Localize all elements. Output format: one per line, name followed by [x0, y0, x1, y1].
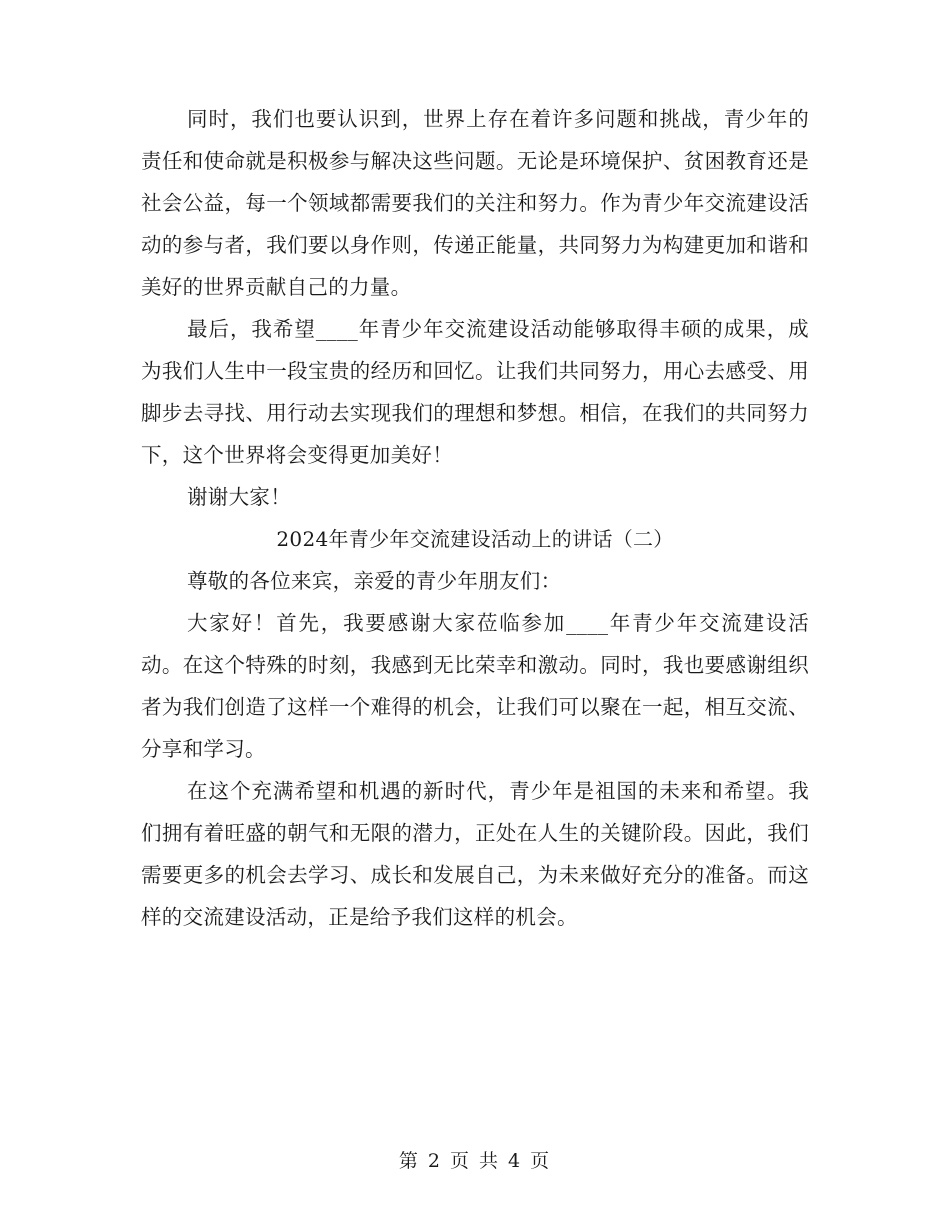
paragraph-thanks: 谢谢大家！	[187, 485, 291, 509]
paragraph-salutation: 尊敬的各位来宾，亲爱的青少年朋友们：	[187, 569, 562, 593]
paragraph-new-era: 在这个充满希望和机遇的新时代，青少年是祖国的未来和希望。我们拥有着旺盛的朝气和无限的潜力，正处在人生的关键阶段。因此，我们需要更多的机会去学习、成长和发展自己，为未来做好充分的准备。而这样的交流建设活动，正是给予我们这样的机会。	[141, 779, 809, 929]
document-body	[141, 98, 809, 938]
paragraph-responsibility: 同时，我们也要认识到，世界上存在着许多问题和挑战，青少年的责任和使命就是积极参与解决这些问题。无论是环境保护、贫困教育还是社会公益，每一个领域都需要我们的关注和努力。作为青少年交流建设活动的参与者，我们要以身作则，传递正能量，共同努力为构建更加和谐和美好的世界贡献自己的力量。	[141, 107, 809, 299]
section-title: 2024年青少年交流建设活动上的讲话（二）	[276, 527, 674, 551]
paragraph-closing-hope: 最后，我希望____年青少年交流建设活动能够取得丰硕的成果，成为我们人生中一段宝贵的经历和回忆。让我们共同努力，用心去感受、用脚步去寻找、用行动去实现我们的理想和梦想。相信，在我们的共同努力下，这个世界将会变得更加美好！	[141, 317, 809, 467]
paragraph-greeting: 大家好！首先，我要感谢大家莅临参加____年青少年交流建设活动。在这个特殊的时刻，我感到无比荣幸和激动。同时，我也要感谢组织者为我们创造了这样一个难得的机会，让我们可以聚在一起，相互交流、分享和学习。	[141, 611, 809, 761]
page-number: 第 2 页 共 4 页	[398, 1150, 552, 1172]
